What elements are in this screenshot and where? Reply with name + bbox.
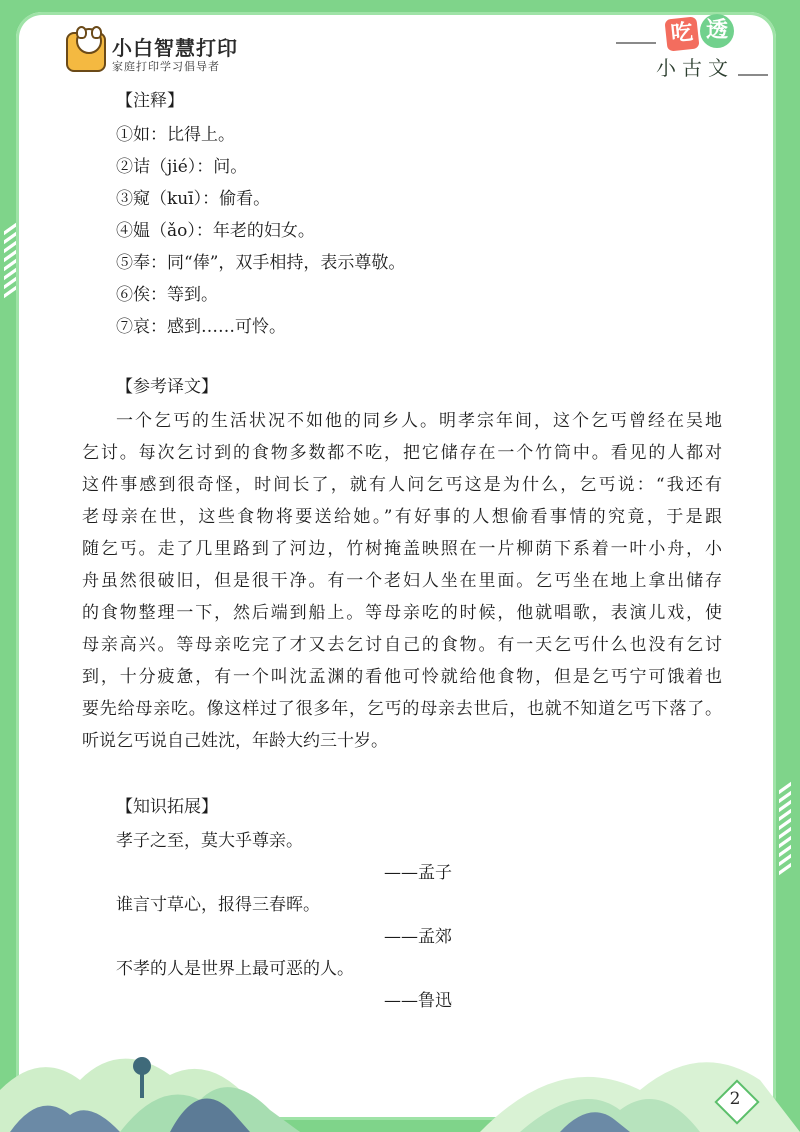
page-number: 2 [729, 1089, 741, 1109]
brand-slogan: 家庭打印学习倡导者 [112, 60, 220, 73]
dog-logo-icon [66, 32, 106, 72]
quote-source: ——鲁迅 [384, 991, 452, 1011]
note-item: ⑥俟：等到。 [116, 285, 218, 305]
badge-char-2: 透 [700, 14, 734, 48]
left-edge-stripes [4, 227, 16, 299]
quote-source: ——孟郊 [384, 927, 452, 947]
translation-line: 听说乞丐说自己姓沈，年龄大约三十岁。 [82, 731, 388, 751]
translation-line: 的食物整理一下，然后端到船上。等母亲吃的时候，他就唱歌，表演儿戏，使 [82, 603, 722, 623]
badge-subtitle: 小古文 [656, 56, 734, 80]
note-item: ②诘（jié）：问。 [116, 157, 248, 177]
cloud-line-icon [738, 74, 768, 76]
translation-line: 乞讨。每次乞讨到的食物多数都不吃，把它储存在一个竹筒中。看见的人都对 [82, 443, 722, 463]
translation-line: 老母亲在世，这些食物将要送给她。”有好事的人想偷看事情的究竟，于是跟 [82, 507, 722, 527]
translation-line: 随乞丐。走了几里路到了河边，竹树掩盖映照在一片柳荫下系着一叶小舟，小 [82, 539, 722, 559]
series-badge [614, 14, 764, 80]
note-item: ③窥（kuī）：偷看。 [116, 189, 271, 209]
note-item: ⑦哀：感到……可怜。 [116, 317, 286, 337]
translation-line: 到，十分疲惫，有一个叫沈孟渊的看他可怜就给他食物，但是乞丐宁可饿着也 [82, 667, 722, 687]
brand-logo [66, 32, 236, 74]
translation-line: 母亲高兴。等母亲吃完了才又去乞讨自己的食物。有一天乞丐什么也没有乞讨 [82, 635, 722, 655]
quote-source: ——孟子 [384, 863, 452, 883]
badge-char-1: 吃 [664, 16, 699, 51]
note-item: ①如：比得上。 [116, 125, 235, 145]
extension-heading: 【知识拓展】 [116, 797, 218, 817]
quote-text: 谁言寸草心，报得三春晖。 [116, 895, 320, 915]
translation-line: 一个乞丐的生活状况不如他的同乡人。明孝宗年间，这个乞丐曾经在吴地 [116, 411, 722, 431]
quote-text: 孝子之至，莫大乎尊亲。 [116, 831, 303, 851]
translation-heading: 【参考译文】 [116, 377, 218, 397]
cloud-line-icon [616, 42, 656, 44]
page-number-badge [715, 1080, 755, 1120]
quote-text: 不孝的人是世界上最可恶的人。 [116, 959, 354, 979]
notes-heading: 【注释】 [116, 91, 184, 111]
landscape-hills-decoration [0, 1020, 800, 1132]
translation-line: 舟虽然很破旧，但是很干净。有一个老妇人坐在里面。乞丐坐在地上拿出储存 [82, 571, 722, 591]
note-item: ④媪（ǎo）：年老的妇女。 [116, 221, 315, 241]
brand-name: 小白智慧打印 [112, 36, 238, 60]
right-edge-stripes [779, 786, 791, 876]
note-item: ⑤奉：同“俸”，双手相持，表示尊敬。 [116, 253, 406, 273]
translation-line: 要先给母亲吃。像这样过了很多年，乞丐的母亲去世后，也就不知道乞丐下落了。 [82, 699, 722, 719]
translation-line: 这件事感到很奇怪，时间长了，就有人问乞丐这是为什么，乞丐说：“我还有 [82, 475, 722, 495]
